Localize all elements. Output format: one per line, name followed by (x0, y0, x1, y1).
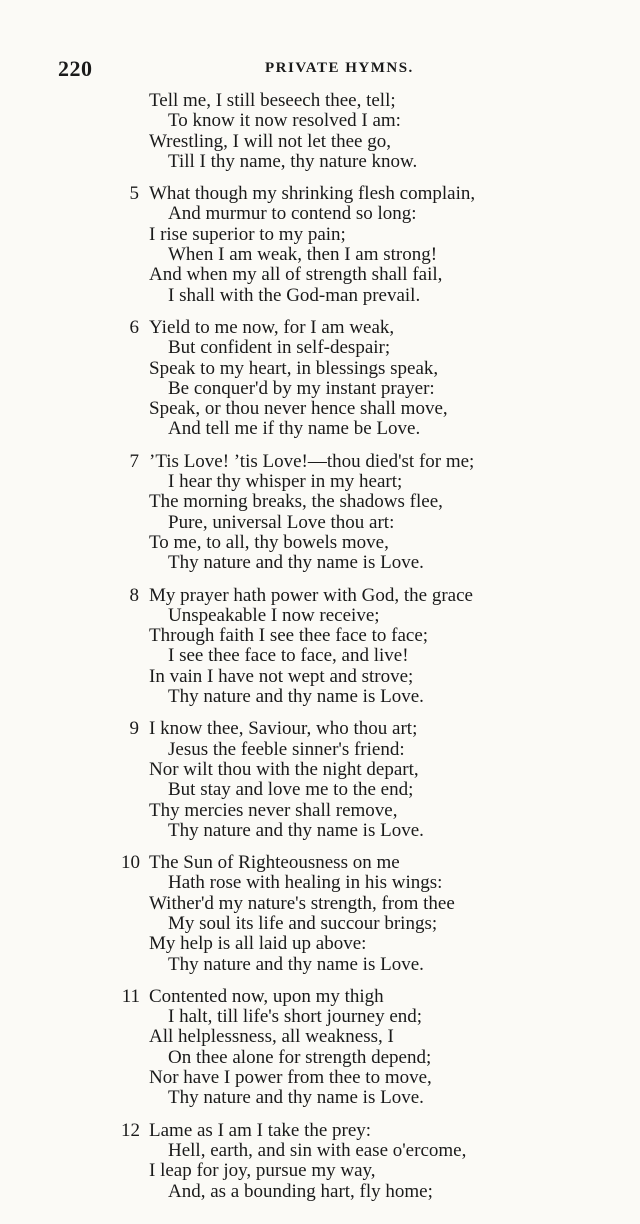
verse-line: Through faith I see thee face to face; (149, 625, 429, 647)
verse-line: Nor wilt thou with the night depart, (149, 758, 419, 780)
stanza (0, 184, 640, 306)
verse-line: Thy mercies never shall remove, (149, 799, 398, 821)
verse-line: I rise superior to my pain; (149, 223, 346, 245)
verse-line: I shall with the God-man prevail. (168, 284, 421, 306)
stanza-number: 6 (129, 316, 139, 338)
verse-line: What though my shrinking flesh complain, (149, 183, 476, 205)
verse-line: Thy nature and thy name is Love. (168, 552, 424, 574)
stanza (0, 318, 640, 440)
hymn-text (0, 91, 640, 1214)
stanza-number: 11 (121, 985, 140, 1007)
verse-line: Be conquer'd by my instant prayer: (168, 377, 435, 399)
stanza (0, 987, 640, 1109)
verse-line: But stay and love me to the end; (168, 779, 414, 801)
verse-line: Pure, universal Love thou art: (168, 511, 395, 533)
verse-line: My help is all laid up above: (149, 933, 367, 955)
verse-line: ’Tis Love! ’tis Love!—thou died'st for me; (149, 450, 475, 472)
verse-line: Thy nature and thy name is Love. (168, 819, 424, 841)
verse-line: Thy nature and thy name is Love. (168, 953, 424, 975)
verse-line: And, as a bounding hart, fly home; (168, 1180, 433, 1202)
stanza-number: 8 (129, 584, 139, 606)
verse-line: I halt, till life's short journey end; (168, 1006, 423, 1028)
stanza-number: 7 (129, 450, 139, 472)
verse-line: I hear thy whisper in my heart; (168, 471, 403, 493)
verse-line: Nor have I power from thee to move, (149, 1067, 432, 1089)
verse-line: The Sun of Righteousness on me (149, 852, 400, 874)
page-header (0, 56, 640, 86)
verse-line: Unspeakable I now receive; (168, 604, 380, 626)
stanza-number: 12 (121, 1119, 140, 1141)
verse-line: To me, to all, thy bowels move, (149, 531, 389, 553)
verse-line: I know thee, Saviour, who thou art; (149, 718, 418, 740)
stanza (0, 91, 640, 172)
verse-line: Contented now, upon my thigh (149, 985, 384, 1007)
verse-line: Hath rose with healing in his wings: (168, 872, 443, 894)
verse-line: My prayer hath power with God, the grace (149, 584, 473, 606)
verse-line: Yield to me now, for I am weak, (149, 316, 395, 338)
verse-line: And tell me if thy name be Love. (168, 418, 421, 440)
stanza-number: 10 (121, 852, 140, 874)
verse-line: My soul its life and succour brings; (168, 912, 438, 934)
verse-line: Wither'd my nature's strength, from thee (149, 892, 455, 914)
verse-line: But confident in self-despair; (168, 337, 391, 359)
verse-line: I see thee face to face, and live! (168, 645, 409, 667)
running-title: PRIVATE HYMNS. (265, 60, 414, 76)
verse-line: In vain I have not wept and strove; (149, 665, 414, 687)
verse-line: And when my all of strength shall fail, (149, 264, 443, 286)
verse-line: On thee alone for strength depend; (168, 1046, 432, 1068)
verse-line: Lame as I am I take the prey: (149, 1119, 372, 1141)
verse-line: Hell, earth, and sin with ease o'ercome, (168, 1139, 467, 1161)
verse-line: And murmur to contend so long: (168, 203, 417, 225)
verse-line: Thy nature and thy name is Love. (168, 686, 424, 708)
stanza (0, 853, 640, 975)
verse-line: Thy nature and thy name is Love. (168, 1087, 424, 1109)
verse-line: Tell me, I still beseech thee, tell; (149, 90, 396, 111)
verse-line: I leap for joy, pursue my way, (149, 1160, 376, 1182)
stanza (0, 719, 640, 841)
stanza-number: 9 (129, 718, 139, 740)
verse-line: Speak, or thou never hence shall move, (149, 398, 448, 420)
verse-line: Speak to my heart, in blessings speak, (149, 357, 439, 379)
verse-line: All helplessness, all weakness, I (149, 1026, 394, 1048)
verse-line: The morning breaks, the shadows flee, (149, 491, 443, 513)
verse-line: To know it now resolved I am: (168, 110, 401, 132)
stanza (0, 586, 640, 708)
verse-line: When I am weak, then I am strong! (168, 244, 438, 266)
stanza-number: 5 (129, 183, 139, 205)
stanza (0, 1121, 640, 1202)
stanza (0, 452, 640, 574)
verse-line: Wrestling, I will not let thee go, (149, 130, 391, 152)
verse-line: Till I thy name, thy nature know. (168, 150, 418, 172)
page-number: 220 (58, 56, 93, 81)
verse-line: Jesus the feeble sinner's friend: (168, 738, 405, 760)
